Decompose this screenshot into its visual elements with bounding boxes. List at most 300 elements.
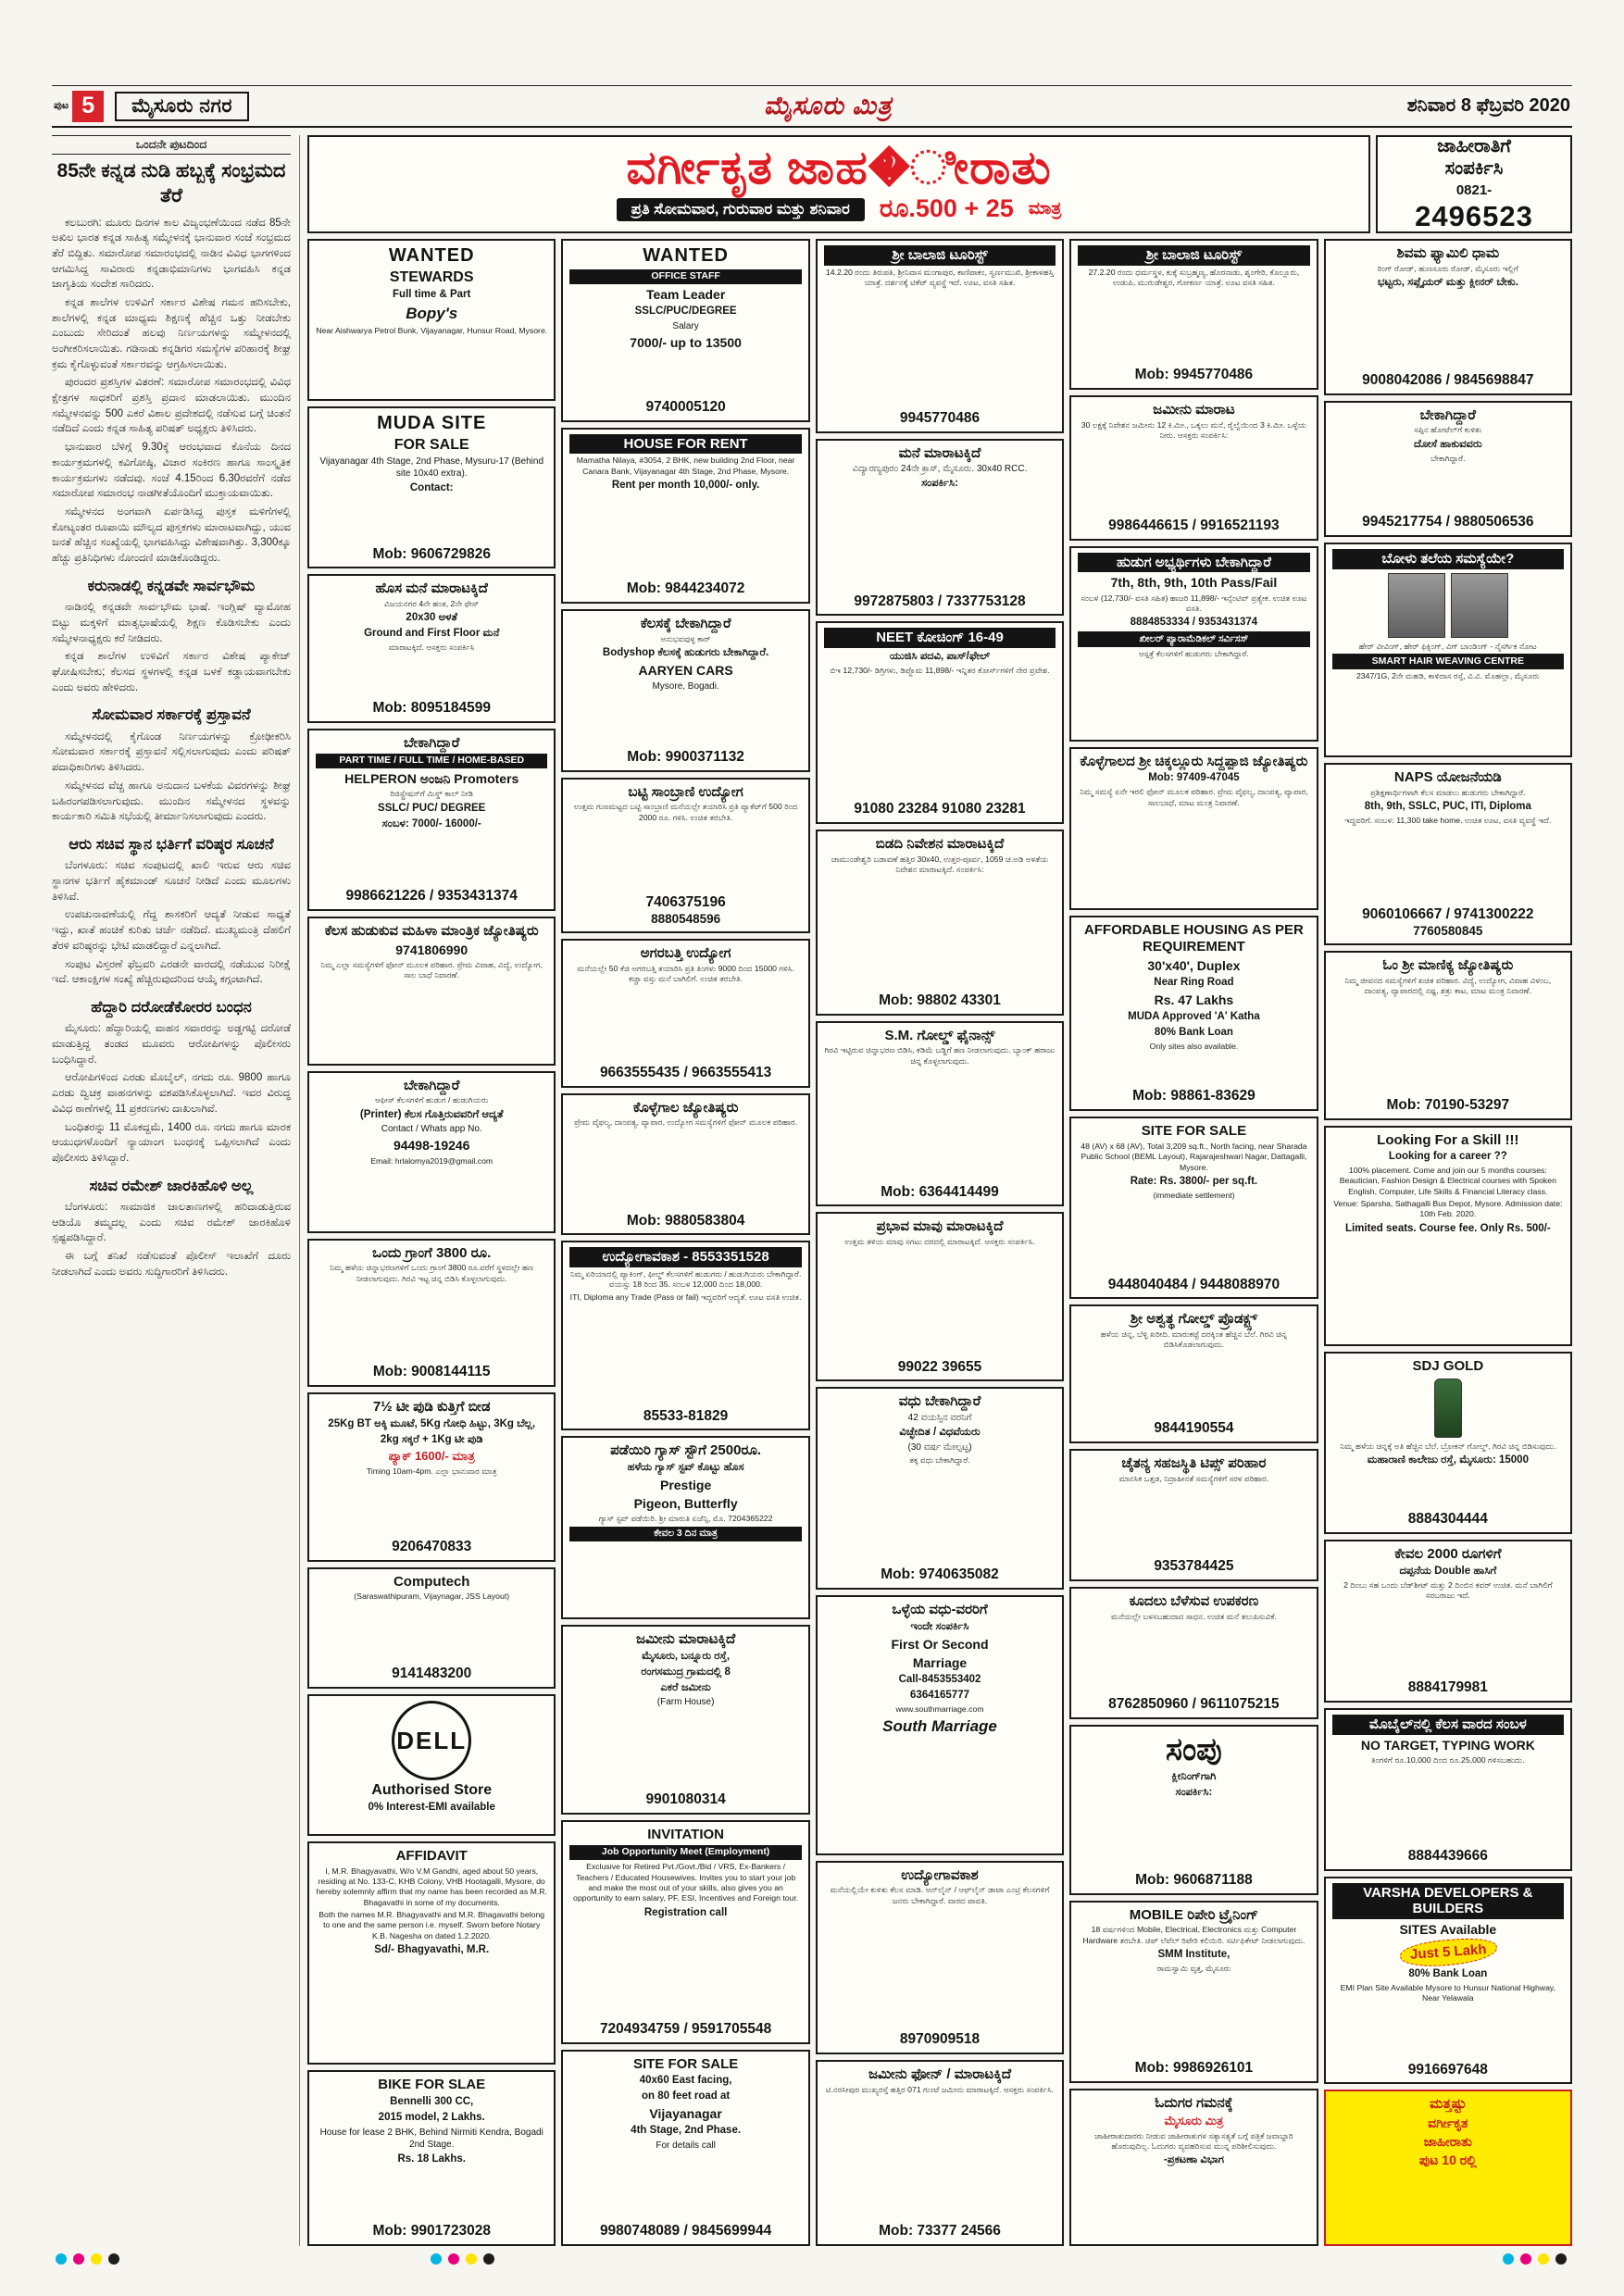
- ad-line: SMM Institute,: [1157, 1949, 1230, 1961]
- ad-line: ಗ್ಯಾಸ್ ಸ್ಟವ್ ಪಡೆಯಿರಿ. ಶ್ರೀ ಮಾರುತಿ ಏಜೆನ್ಸಿ, ಮೊ. 7204365222: [598, 1514, 773, 1524]
- ad-phone: 9945770486: [899, 409, 981, 426]
- ad-line: Salary: [672, 321, 699, 332]
- ad-title: ಶ್ರೀ ಬಾಲಾಜಿ ಟೂರಿಸ್ಟ್: [1078, 245, 1309, 266]
- ad-line: ರಿಜಿಸ್ಟ್ರೇಷನ್‌ಗೆ ಮಿಸ್ಡ್ ಕಾಲ್ ನೀಡಿ: [390, 789, 473, 799]
- ad-line: SSLC/ PUC/ DEGREE: [378, 802, 486, 814]
- ad-line: ITI, Diploma any Trade (Pass or fail) ಇದ್ದವರಿಗೆ ಆದ್ಯತೆ. ಊಟ ವಸತಿ ಉಚಿತ.: [569, 1292, 802, 1302]
- ad-title: SDJ GOLD: [1412, 1358, 1484, 1375]
- ad-title: ಶಿವಮ ಫ್ಯಾಮಿಲಿ ಧಾಮ: [1396, 245, 1500, 261]
- ad-phone: Mob: 98802 43301: [879, 992, 1001, 1008]
- article-paragraph: ಸಮ್ಮೇಳನದ ವೆಚ್ಚ ಹಾಗೂ ಅನುದಾನ ಬಳಕೆಯ ವಿವರಗಳನ್ನು ಶೀಘ್ರ ಬಹಿರಂಗಪಡಿಸಲಾಗುವುದು. ಮುಂದಿನ ಸಮ್ಮೇಳನದ ಸ್ಥಳವನ್ನು ಕಾರ್ಯಕಾರಿ ಸಮಿತಿ ಸಭೆಯಲ್ಲಿ ತೀರ್ಮಾನಿಸಲಾಗುವುದು ಎಂದರು.: [52, 780, 291, 823]
- ad-line: ವಿಚ್ಛೇದಿತ / ವಿಧವೆಯರು: [899, 1427, 981, 1439]
- ad-line: 18 ವರ್ಷಗಳಿಂದ Mobile, Electrical, Electronics ಮತ್ತು Computer Hardware ತರಬೇತಿ. ಚಿಪ್ ಲೆವೆಲ್ ರಿಪೇರಿ ಕಲಿಯಿರಿ. ಸರ್ಟಿಫಿಕೇಟ್ ನೀಡಲಾಗುವುದು.: [1082, 1925, 1305, 1945]
- ad-sm-gold-finance: [816, 1021, 1064, 1207]
- ad-line: Both the names M.R. Bhagyavathi and M.R. Bhagavathi belong to one and the same person i.e. myself. Sworn before Notary K.B. Nagesha on dated 1.2.2020.: [319, 1910, 545, 1940]
- ad-line: Near Aishwarya Petrol Bunk, Vijayanagar, Hunsur Road, Mysore.: [316, 326, 548, 336]
- ad-line: SITES Available: [1399, 1921, 1497, 1937]
- ad-phone: 9901080314: [645, 1791, 726, 1808]
- ad-dosa-maker-wanted: [1324, 401, 1572, 538]
- article-subhead: ಸೋಮವಾರ ಸರ್ಕಾರಕ್ಕೆ ಪ್ರಸ್ತಾವನೆ: [92, 706, 251, 724]
- ad-pass-fail-candidates: [1069, 546, 1318, 742]
- ad-line: ಹೇರ್ ವೀವಿಂಗ್, ಹೇರ್ ಫಿಕ್ಸಿಂಗ್, ವಿಗ್ ಬಾಂಡಿಂಗ್ - ನೈಸರ್ಗಿಕ ನೋಟ: [1358, 641, 1537, 651]
- article-paragraph: ಪುರಂದರ ಪ್ರಶಸ್ತಿಗಳ ವಿತರಣೆ: ಸಮಾರೋಪ ಸಮಾರಂಭದಲ್ಲಿ ವಿವಿಧ ಕ್ಷೇತ್ರಗಳ ಸಾಧಕರಿಗೆ ಪ್ರಶಸ್ತಿ ಪ್ರದಾನ ಮಾಡಲಾಯಿತು. ಮುಂದಿನ ಸಮ್ಮೇಳನವನ್ನು 500 ಎಕರೆ ವಿಶಾಲ ಪ್ರದೇಶದಲ್ಲಿ ನಡೆಸುವ ಬಗ್ಗೆ ಚಿಂತನೆ ನಡೆದಿದೆ ಎಂದು ಕನ್ನಡ ಸಾಹಿತ್ಯ ಪರಿಷತ್ ಅಧ್ಯಕ್ಷರು ತಿಳಿಸಿದರು.: [52, 377, 291, 435]
- ad-line: Bodyshop ಕೆಲಸಕ್ಕೆ ಹುಡುಗರು ಬೇಕಾಗಿದ್ದಾರೆ.: [602, 646, 769, 658]
- ad-phone: Mob: 73377 24566: [879, 2223, 1001, 2240]
- ad-title: ಕೊಳ್ಳೆಗಾಲದ ಶ್ರೀ ಚಿಕ್ಕಲ್ಲೂರು ಸಿದ್ದಪ್ಪಾಜಿ ಜ್ಯೋತಿಷ್ಯರು: [1080, 753, 1308, 769]
- ad-line: Contact:: [409, 482, 454, 494]
- ads-column-5: [1324, 239, 1572, 2246]
- ad-phone: 9060106667 / 9741300222: [1362, 906, 1534, 923]
- ad-photo-row: [1388, 573, 1508, 638]
- article-paragraph: ಕಲಬುರಗಿ: ಮೂರು ದಿನಗಳ ಕಾಲ ವಿಜೃಂಭಣೆಯಿಂದ ನಡೆದ 85ನೇ ಅಖಿಲ ಭಾರತ ಕನ್ನಡ ಸಾಹಿತ್ಯ ಸಮ್ಮೇಳನಕ್ಕೆ ಭಾನುವಾರ ಸಂಜೆ ಸಂಭ್ರಮದ ತೆರೆ ಬಿದ್ದಿತು. ಸಮಾರೋಪ ಸಮಾರಂಭದಲ್ಲಿ ನಾಡಿನ ವಿವಿಧ ಭಾಗಗಳಿಂದ ಆಗಮಿಸಿದ್ದ ಸಾವಿರಾರು ಕನ್ನಡಾಭಿಮಾನಿಗಳು ಭಾಗವಹಿಸಿ ಕನ್ನಡ ಜಾಗೃತಿಯ ಸಂದೇಶ ಸಾರಿದರು.: [52, 217, 291, 291]
- ad-invitation-job-meet: [561, 1820, 809, 2044]
- page-number-group: [54, 91, 104, 122]
- ad-title: ಬಟ್ಟಿ ಸಾಂಬ್ರಾಣಿ ಉದ್ಯೋಗ: [628, 783, 743, 800]
- ad-line: 42 ವಯಸ್ಸಿನ ವರನಿಗೆ: [907, 1413, 972, 1424]
- ad-line: Mamatha Nilaya, #3054, 2 BHK, new building 2nd Floor, near Canara Bank, Vijayanagar 4th Stage, 2nd Phase, Mysore.: [576, 455, 795, 476]
- ad-gas-stove-exchange: [561, 1436, 809, 1619]
- ad-line: MUDA Approved 'A' Katha: [1128, 1011, 1260, 1023]
- ad-astrologer-9741806990: [307, 917, 556, 1066]
- ad-title: ಒಂದು ಗ್ರಾಂಗೆ 3800 ರೂ.: [372, 1244, 492, 1261]
- ad-line: ನಿಮ್ಮ ಸಮಸ್ಯೆ ಏನೇ ಇರಲಿ ಫೋನ್ ಮೂಲಕ ಪರಿಹಾರ. ಪ್ರೇಮ ವೈಫಲ್ಯ, ದಾಂಪತ್ಯ, ವ್ಯಾಪಾರ, ಸಾಲಬಾಧೆ, ಮಾಟ ಮಂತ್ರ ನಿವಾರಣೆ.: [1080, 787, 1308, 807]
- ad-line: ಸಂಪರ್ಕಿಸಿ:: [1175, 1787, 1213, 1799]
- ad-line: ಸಪ್ಪಿನ ಹೋಟೆಲ್‌ಗೆ ಕುಳಿತು: [1414, 425, 1482, 435]
- ad-line: (immediate settlement): [1153, 1190, 1235, 1200]
- ad-phone: Mob: 9844234072: [626, 580, 745, 597]
- ad-agarbatti-work: [561, 939, 809, 1088]
- ad-phone: Mob: 9008144115: [372, 1364, 491, 1380]
- ad-line: ಮೈಸೂರು ಮಿತ್ರ: [1164, 2113, 1224, 2128]
- ad-line: ಸಂಬಳ: 7000/- 16000/-: [381, 817, 481, 830]
- ad-smart-hair-weaving: [1324, 543, 1572, 757]
- ad-phone: Mob: 9880583804: [626, 1212, 745, 1229]
- ad-line: Limited seats. Course fee. Only Rs. 500/-: [1344, 1222, 1551, 1234]
- ad-phone: 7204934759 / 9591705548: [599, 2020, 772, 2037]
- ad-title: ಬೇಕಾಗಿದ್ದಾರೆ: [1419, 406, 1476, 423]
- ad-aaryen-cars: [561, 609, 809, 772]
- ad-line: 2 ದಿಂಬು ಸಹ ಒಂದು ಬೆಡ್‌ಶೀಟ್ ಮತ್ತು 2 ದಿಂಬಿನ ಕವರ್ ಉಚಿತ. ಮನೆ ಬಾಗಿಲಿಗೆ ಸರಬರಾಜು ಇದೆ.: [1343, 1579, 1553, 1601]
- ad-naps-scheme: [1324, 763, 1572, 945]
- ad-line: ಆಸ್ಪತ್ರೆ ಕೆಲಸಗಳಿಗೆ ಹುಡುಗರು ಬೇಕಾಗಿದ್ದಾರೆ.: [1139, 648, 1249, 658]
- contact-std-code: 0821-: [1455, 181, 1493, 198]
- continued-from-kicker: ಒಂದನೇ ಪುಟದಿಂದ: [52, 135, 291, 155]
- ad-phone: 9740005120: [645, 398, 726, 415]
- ad-line: 2kg ಸಕ್ಕರೆ + 1Kg ಟೀ ಪುಡಿ: [380, 1433, 483, 1445]
- ad-om-shri-jyothishya: [1324, 951, 1572, 1120]
- ad-title: 7½ ಟೀ ಪುಡಿ ಕುತ್ತಿಗೆ ಬೀಡ: [372, 1399, 491, 1416]
- ad-line: Mob: 97409-47045: [1148, 772, 1240, 784]
- ad-phone: Mob: 9606729826: [372, 545, 491, 562]
- ad-subtitle: STEWARDS: [389, 268, 474, 285]
- article-subhead: ಹೆದ್ದಾರಿ ದರೋಡೆಕೋರರ ಬಂಧನ: [91, 998, 252, 1016]
- article-paragraph: ಆರೋಪಿಗಳಿಂದ ಎರಡು ಮೊಬೈಲ್, ನಗದು ರೂ. 9800 ಹಾಗೂ ಎರಡು ದ್ವಿಚಕ್ರ ವಾಹನಗಳನ್ನು ವಶಪಡಿಸಿಕೊಳ್ಳಲಾಗಿದೆ. ಇವರ ವಿರುದ್ಧ ವಿವಿಧ ಠಾಣೆಗಳಲ್ಲಿ 11 ಪ್ರಕರಣಗಳು ದಾಖಲಾಗಿವೆ.: [52, 1072, 291, 1115]
- ad-line: Prestige: [659, 1477, 712, 1492]
- ad-line: Ground and First Floor ಮನೆ: [364, 628, 500, 640]
- ad-line: ಕ್ಲೀನಿಂಗ್‌ಗಾಗಿ: [1171, 1771, 1217, 1783]
- article-paragraph: ಉಪಚುನಾವಣೆಯಲ್ಲಿ ಗೆದ್ದ ಶಾಸಕರಿಗೆ ಆದ್ಯತೆ ನೀಡುವ ಸಾಧ್ಯತೆ ಇದ್ದು, ಖಾತೆ ಹಂಚಿಕೆ ಕುರಿತು ಚರ್ಚೆ ನಡೆದಿದೆ. ಮುಖ್ಯಮಂತ್ರಿ ದೆಹಲಿಗೆ ತೆರಳಿ ವರಿಷ್ಠರನ್ನು ಭೇಟಿ ಮಾಡಲಿದ್ದಾರೆ ಎನ್ನಲಾಗಿದೆ.: [52, 909, 291, 952]
- ad-sampu-cleaning: [1069, 1725, 1318, 1895]
- article-paragraph: ಈ ಬಗ್ಗೆ ತನಿಖೆ ನಡೆಸುವಂತೆ ಪೊಲೀಸ್ ಇಲಾಖೆಗೆ ದೂರು ನೀಡಲಾಗಿದೆ ಎಂದು ಅವರು ಸುದ್ದಿಗಾರರಿಗೆ ತಿಳಿಸಿದರು.: [52, 1251, 291, 1278]
- ad-title: ಮತ್ತಷ್ಟು: [1430, 2096, 1467, 2113]
- ad-title: MOBILE ರಿಪೇರಿ ಟ್ರೈನಿಂಗ್: [1129, 1906, 1259, 1923]
- ad-line: 20x30 ಅಳತೆ: [406, 612, 457, 624]
- ad-line: (Farm House): [656, 1697, 715, 1708]
- ad-title: Computech: [393, 1573, 470, 1590]
- ad-computech: [307, 1567, 556, 1689]
- ad-bride-wanted: [816, 1387, 1064, 1590]
- ad-line: AARYEN CARS: [638, 662, 733, 678]
- ad-title: HOUSE FOR RENT: [569, 434, 801, 455]
- ad-new-house-sale: [307, 574, 556, 723]
- ad-line: ಅನುಭವವುಳ್ಳ ಕಾರ್: [660, 633, 711, 643]
- ad-line: ಉತ್ತಮ ಗುಣಮಟ್ಟದ ಬಟ್ಟಿ ಸಾಂಬ್ರಾಣಿ ಮನೆಯಲ್ಲೇ ತಯಾರಿಸಿ ಪ್ರತಿ ಪ್ಯಾಕೆಟ್‌ಗೆ 500 ರಿಂದ 2000 ರೂ. ಗಳಿಸಿ. ಉಚಿತ ತರಬೇತಿ.: [573, 802, 798, 822]
- ad-line: Rent per month 10,000/- only.: [611, 479, 760, 491]
- ad-line: 80% Bank Loan: [1408, 1967, 1488, 1979]
- ad-line: 0% Interest-EMI available: [368, 1802, 495, 1814]
- ad-line: 30'x40', Duplex: [1147, 957, 1241, 973]
- ad-line: -ಪ್ರಕಟಣಾ ವಿಭಾಗ: [1163, 2154, 1224, 2166]
- ad-line: Full time & Part: [393, 288, 471, 300]
- ad-line: House for lease 2 BHK, Behind Nirmiti Kendra, Bogadi 2nd Stage.: [319, 2127, 543, 2150]
- ad-line: ಇದ್ದವರಿಗೆ. ಸಂಬಳ: 11,300 take home. ಉಚಿತ ಊಟ, ವಸತಿ ವ್ಯವಸ್ಥೆ ಇದೆ.: [1344, 816, 1552, 826]
- ad-line: Marriage: [912, 1654, 968, 1670]
- ad-title: ಕೂದಲು ಬೆಳೆಸುವ ಉಪಕರಣ: [1129, 1593, 1259, 1610]
- ad-phone: Mob: 9606871188: [1135, 1871, 1253, 1888]
- ad-line: Rs. 18 Lakhs.: [397, 2152, 466, 2165]
- ad-line: 94498-19246: [393, 1138, 470, 1154]
- ad-phone-secondary: 7760580845: [1413, 923, 1483, 938]
- ad-line: EMI Plan Site Available Mysore to Hunsur National Highway, Near Yelawala: [1340, 1982, 1556, 2003]
- ad-line: ತಿಂಗಳಿಗೆ ರೂ.10,000 ದಿಂದ ರೂ.25,000 ಗಳಿಸಬಹುದು.: [1371, 1754, 1525, 1765]
- ad-phone: 9986446615 / 9916521193: [1108, 517, 1280, 533]
- ad-line: ನಿಮ್ಮ ಎಲ್ಲಾ ಸಮಸ್ಯೆಗಳಿಗೆ ಫೋನ್ ಮೂಲಕ ಪರಿಹಾರ. ಪ್ರೇಮ ವಿವಾಹ, ವಿದ್ಯೆ, ಉದ್ಯೋಗ, ಸಾಲ ಬಾಧೆ ನಿವಾರಣೆ.: [320, 959, 543, 980]
- ad-wanted-office-staff: [561, 239, 809, 422]
- classifieds-banner: [307, 135, 1370, 233]
- ad-line: 2015 model, 2 Lakhs.: [378, 2111, 485, 2123]
- ad-line: Rate: Rs. 3800/- per sq.ft.: [1130, 1175, 1258, 1187]
- ad-bike-for-slae: [307, 2070, 556, 2246]
- ad-double-bed-2000: [1324, 1540, 1572, 1703]
- ad-line: ಹಳೆಯ ಚಿನ್ನ, ಬೆಳ್ಳಿ ಖರೀದಿ. ಮಾರುಕಟ್ಟೆ ದರಕ್ಕಿಂತ ಹೆಚ್ಚಿನ ಬೆಲೆ. ಗಿರವಿ ಚಿನ್ನ ಬಿಡಿಸಿಕೊಡಲಾಗುವುದು.: [1100, 1329, 1288, 1350]
- ads-column-3: [816, 239, 1064, 2246]
- ad-muda-site: [307, 406, 556, 568]
- ad-line: ಸಂಪರ್ಕಿಸಿ:: [921, 478, 958, 490]
- classifieds-banner-row: [307, 135, 1572, 233]
- ad-phone: Mob: 8095184599: [372, 700, 491, 717]
- ad-line: 8th, 9th, SSLC, PUC, ITI, Diploma: [1364, 801, 1531, 813]
- ad-line: Vijayanagar 4th Stage, 2nd Phase, Mysuru-17 (Behind site 10x40 extra).: [319, 456, 544, 480]
- ad-site-dattagalli: [1069, 1117, 1318, 1299]
- ad-line: HELPERON ಅಂಜನಿ Promoters: [344, 771, 519, 787]
- ad-phone: 9916697648: [1407, 2061, 1488, 2078]
- ad-phone: Mob: 98861-83629: [1132, 1088, 1255, 1104]
- ad-looking-for-skill: [1324, 1126, 1572, 1347]
- ad-title: AFFORDABLE HOUSING AS PER REQUIREMENT: [1083, 922, 1304, 955]
- ad-gold-3800: [307, 1239, 556, 1388]
- ad-line: Bennelli 300 CC,: [390, 2095, 474, 2107]
- ad-line: 80% Bank Loan: [1154, 1027, 1233, 1039]
- registration-dot: [108, 2253, 119, 2265]
- ad-line: www.southmarriage.com: [895, 1703, 984, 1714]
- classifieds-only-label: ಮಾತ್ರ: [1028, 199, 1062, 218]
- ad-line: PART TIME / FULL TIME / HOME-BASED: [316, 754, 547, 769]
- ad-south-marriage: [816, 1595, 1064, 1855]
- ad-line: 100% placement. Come and join our 5 months courses: Beautician, Fashion Design & Electrical courses with Spoken English, Computer, Life Skills & Financial Literacy class.: [1339, 1166, 1556, 1196]
- ad-line: ಬೇಕಾಗಿದ್ದಾರೆ.: [1430, 453, 1466, 463]
- article-paragraph: ಸಂಪುಟ ವಿಸ್ತರಣೆ ಫೆಬ್ರವರಿ ಎರಡನೇ ವಾರದಲ್ಲಿ ನಡೆಯುವ ನಿರೀಕ್ಷೆ ಇದೆ. ಆಕಾಂಕ್ಷಿಗಳ ಸಂಖ್ಯೆ ಹೆಚ್ಚಿರುವುದರಿಂದ ಆಯ್ಕೆ ಕಗ್ಗಂಟಾಗಿದೆ.: [52, 958, 291, 986]
- ad-title: INVITATION: [647, 1826, 724, 1842]
- registration-dots-right: [1503, 2253, 1567, 2265]
- ad-photo-row: [1434, 1379, 1462, 1438]
- ad-line: ಪುಟ 10 ರಲ್ಲಿ: [1418, 2152, 1477, 2168]
- ad-title: ಮನೆ ಮಾರಾಟಕ್ಕಿದೆ: [898, 444, 981, 461]
- ad-title: ಹುಡುಗ ಅಭ್ಯರ್ಥಿಗಳು ಬೇಕಾಗಿದ್ದಾರೆ: [1078, 553, 1309, 573]
- ad-line: ಟಿ.ನರಸೀಪುರ ಮುಖ್ಯರಸ್ತೆ ಹತ್ತಿರ 071 ಗುಂಟೆ ಜಮೀನು ಮಾರಾಟಕ್ಕಿದೆ. ಆಸಕ್ತರು ಸಂಪರ್ಕಿಸಿ.: [825, 2084, 1055, 2094]
- ad-title: VARSHA DEVELOPERS & BUILDERS: [1332, 1883, 1564, 1919]
- ad-title: ಕೇವಲ 2000 ರೂಗಳಿಗೆ: [1394, 1546, 1502, 1563]
- ad-line: ಖೀಲರ್ ಪ್ಯಾರಾಮೆಡಿಕಲ್ ಸರ್ವಿಸಸ್: [1078, 631, 1309, 647]
- ad-line: SSLC/PUC/DEGREE: [634, 306, 737, 318]
- ad-line: ಬಿಇ 12,730/- ಡಿಗ್ರಿಗಳು, ಡಿಪ್ಲೊಮ 11,898/- ಇನ್ನಿತರ ಕೋರ್ಸ್‌ಗಳಿಗೆ ನೇರ ಪ್ರವೇಶ.: [830, 666, 1050, 676]
- ad-helperon: [307, 729, 556, 911]
- masthead: ಮೈಸೂರು ಮಿತ್ರ: [763, 91, 893, 119]
- ad-line: 27.2.20 ರಂದು ಧರ್ಮಸ್ಥಳ, ಕುಕ್ಕೆ ಸುಬ್ರಹ್ಮಣ್ಯ, ಹೊರನಾಡು, ಶೃಂಗೇರಿ, ಕೊಲ್ಲೂರು, ಉಡುಪಿ, ಮುರುಡೇಶ್ವರ, ಗೋಕರ್ಣ ಯಾತ್ರೆ. ಊಟ ವಸತಿ ಸಹಿತ.: [1088, 267, 1300, 287]
- ad-line: 9741806990: [395, 942, 468, 957]
- ad-phone: 8884304444: [1407, 1511, 1488, 1528]
- ad-mobile-training: [1069, 1901, 1318, 2083]
- ad-line: ಇಂದೇ ಸಂಪರ್ಕಿಸಿ: [910, 1620, 969, 1632]
- contact-label-2: ಸಂಪರ್ಕಿಸಿ: [1444, 157, 1504, 179]
- ad-title: WANTED: [643, 245, 729, 266]
- ad-site-40x60: [561, 2050, 809, 2246]
- article-headline: 85ನೇ ಕನ್ನಡ ನುಡಿ ಹಬ್ಬಕ್ಕೆ ಸಂಭ್ರಮದ ತೆರೆ: [56, 160, 286, 206]
- ad-title: BIKE FOR SLAE: [378, 2077, 486, 2093]
- ad-phone: 9986621226 / 9353431374: [345, 888, 518, 905]
- page-header: [52, 85, 1572, 128]
- ad-phone: 85533-81829: [643, 1407, 729, 1424]
- ad-title: ಕೆಲಸ ಹುಡುಕುವ ಮಹಿಳಾ ಮಾಂತ್ರಿಕ ಜ್ಯೋತಿಷ್ಯರು: [324, 923, 539, 939]
- ad-line: ನಿಮ್ಮ ಹಳೆಯ ಚಿನ್ನಾಭರಣಗಳಿಗೆ ಒಂದು ಗ್ರಾಂಗೆ 3800 ರೂ.ವರೆಗೆ ಸ್ಥಳದಲ್ಲೇ ಹಣ ನೀಡಲಾಗುವುದು. ಗಿರವಿ ಇಟ್ಟ ಚಿನ್ನ ಬಿಡಿಸಿ ಕೊಳ್ಳಲಾಗುವುದು.: [330, 1263, 534, 1283]
- ad-udyogavakasha-8970: [816, 1861, 1064, 2055]
- contact-phone: 2496523: [1415, 199, 1533, 232]
- ad-land-phone-sale: [816, 2060, 1064, 2246]
- ad-line: Just 5 Lakh: [1399, 1936, 1497, 1968]
- ad-title: ಬೋಳು ತಲೆಯ ಸಮಸ್ಯೆಯೇ?: [1332, 549, 1564, 569]
- ad-hair-equipment: [1069, 1587, 1318, 1719]
- article-paragraph: ಸಮ್ಮೇಳನದ ಅಂಗವಾಗಿ ಏರ್ಪಡಿಸಿದ್ದ ಪುಸ್ತಕ ಮಳಿಗೆಗಳಲ್ಲಿ ಕೋಟ್ಯಂತರ ರೂಪಾಯಿ ಮೌಲ್ಯದ ಪುಸ್ತಕಗಳು ಮಾರಾಟವಾಗಿದ್ದು, ಯುವ ಜನತೆ ಹೆಚ್ಚಿನ ಸಂಖ್ಯೆಯಲ್ಲಿ ಭಾಗವಹಿಸಿದ್ದು ವಿಶೇಷವಾಗಿತ್ತು. 3,300ಕ್ಕೂ ಹೆಚ್ಚು ಪ್ರತಿನಿಧಿಗಳು ನೋಂದಣಿ ಮಾಡಿಕೊಂಡಿದ್ದರು.: [52, 505, 291, 564]
- ad-line: ಸಂಬಳ (12,730/- ವಸತಿ ಸಹಿತ) ಹಾಜರಿ 11,898/- ಇನ್ಸೆಂಟಿವ್ ಪ್ರತ್ಯೇಕ. ಉಚಿತ ಊಟ ವಸತಿ.: [1081, 593, 1307, 613]
- ad-line: (Saraswathipuram, Vijaynagar, JSS Layout): [354, 1591, 510, 1602]
- ads-grid: [307, 239, 1572, 2246]
- registration-dots-left: [56, 2253, 119, 2265]
- ad-line: Pigeon, Butterfly: [633, 1496, 738, 1512]
- ad-line: For details call: [656, 2140, 716, 2152]
- ad-phone: 9353784425: [1154, 1558, 1234, 1575]
- ad-title: NEET ಕೋಚಿಂಗ್ 16-49: [824, 628, 1056, 648]
- ad-title: ಪ್ರಭಾವ ಮಾವು ಮಾರಾಟಕ್ಕಿದೆ: [876, 1218, 1004, 1235]
- ad-photo: [1451, 573, 1508, 638]
- ad-phone: 8884439666: [1407, 1847, 1488, 1864]
- news-body: [52, 159, 291, 1280]
- ad-phone: 9206470833: [392, 1538, 472, 1554]
- ad-title: ಉದ್ಯೋಗಾವಕಾಶ - 8553351528: [569, 1247, 801, 1267]
- article-paragraph: ಮೈಸೂರು: ಹೆದ್ದಾರಿಯಲ್ಲಿ ವಾಹನ ಸವಾರರನ್ನು ಅಡ್ಡಗಟ್ಟಿ ದರೋಡೆ ಮಾಡುತ್ತಿದ್ದ ತಂಡದ ಮೂವರು ಆರೋಪಿಗಳನ್ನು ಪೊಲೀಸರು ಬಂಧಿಸಿದ್ದಾರೆ.: [52, 1023, 291, 1066]
- page-main: [52, 135, 1572, 2246]
- article-paragraph: ಬೆಂಗಳೂರು: ಸಾಮಾಜಿಕ ಜಾಲತಾಣಗಳಲ್ಲಿ ಹರಿದಾಡುತ್ತಿರುವ ಆಡಿಯೊ ತಮ್ಮದಲ್ಲ ಎಂದು ಸಚಿವ ರಮೇಶ್ ಜಾರಕಿಹೊಳಿ ಸ್ಪಷ್ಟಪಡಿಸಿದ್ದಾರೆ.: [52, 1202, 291, 1244]
- ad-line: 4th Stage, 2nd Phase.: [631, 2125, 742, 2137]
- ad-udyogavakasha-8553: [561, 1241, 809, 1430]
- ad-line: Exclusive for Retired Pvt./Govt./Bid / VRS, Ex-Bankers / Teachers / Educated Housewives. Invites you to start your job and make the most out of your skills, also gives you an opportunity to earn salary, PF, ESI, Incentives and Foreign tour.: [573, 1862, 799, 1903]
- ad-line: NO TARGET, TYPING WORK: [1360, 1737, 1535, 1753]
- ad-line: Contact / Whats app No.: [381, 1124, 482, 1135]
- ad-wanted-stewards: [307, 239, 556, 401]
- ad-line: SMART HAIR WEAVING CENTRE: [1332, 654, 1564, 669]
- ad-office-printer: [307, 1071, 556, 1233]
- ad-title: ವಧು ಬೇಕಾಗಿದ್ದಾರೆ: [898, 1393, 981, 1410]
- ad-line: ಮನೆಯಲ್ಲಿಯೇ ಕುಳಿತು ಕೆಲಸ ಮಾಡಿ. ಆನ್‌ಲೈನ್ / ಆಫ್‌ಲೈನ್ ಡಾಟಾ ಎಂಟ್ರಿ ಕೆಲಸಗಳಿಗೆ ಜನರು ಬೇಕಾಗಿದ್ದಾರೆ. ವಾರದ ಪಾವತಿ.: [830, 1885, 1050, 1905]
- page-number-label: ಪುಟ: [54, 100, 69, 111]
- ad-phone: 9980748089 / 9845699944: [599, 2223, 772, 2240]
- ad-line: ಜಾಹೀರಾತುದಾರರು ನೀಡುವ ಜಾಹೀರಾತುಗಳ ಸತ್ಯಾಸತ್ಯತೆ ಬಗ್ಗೆ ಪತ್ರಿಕೆ ಜವಾಬ್ದಾರಿ ಹೊರುವುದಿಲ್ಲ. ಓದುಗರು ವ್ಯವಹರಿಸುವ ಮುನ್ನ ಪರಿಶೀಲಿಸುವುದು.: [1094, 2130, 1293, 2151]
- ad-title: WANTED: [388, 245, 475, 266]
- ad-mango-sale: [816, 1212, 1064, 1381]
- ad-line: Timing 10am-4pm. ಎಲ್ಲಾ ಭಾನುವಾರ ಮಾತ್ರ: [366, 1466, 497, 1476]
- ad-line: 25Kg BT ಅಕ್ಕಿ ಮೂಟೆ, 5Kg ಗೋಧಿ ಹಿಟ್ಟು, 3Kg ಬೆಲ್ಲ,: [328, 1417, 536, 1429]
- ad-title: ಹೊಸ ಮನೆ ಮಾರಾಟಕ್ಕಿದೆ: [375, 580, 488, 597]
- ad-line: Rs. 47 Lakhs: [1154, 992, 1234, 1007]
- ad-line: ನಿಮ್ಮ ಹಳೆಯ ಚಿನ್ನಕ್ಕೆ ಅತಿ ಹೆಚ್ಚಿನ ಬೆಲೆ. ಬ್ರೋಕನ್ ಗೋಲ್ಡ್, ಗಿರವಿ ಚಿನ್ನ ಬಿಡಿಸುವುದು.: [1340, 1441, 1556, 1452]
- ad-title: S.M. ಗೋಲ್ಡ್ ಫೈನಾನ್ಸ್: [884, 1027, 995, 1043]
- ad-line: ವರ್ಗೀಕೃತ: [1428, 2115, 1468, 2131]
- ad-affordable-housing: [1069, 916, 1318, 1111]
- ad-title: ಬಿಡದಿ ನಿವೇಶನ ಮಾರಾಟಕ್ಕಿದೆ: [875, 835, 1005, 852]
- ad-farm-land-sale: [561, 1625, 809, 1815]
- ad-line: ಜಾಹೀರಾತು: [1423, 2134, 1472, 2150]
- registration-dot: [448, 2253, 459, 2265]
- ad-house-for-rent: [561, 428, 809, 604]
- registration-dot: [1503, 2253, 1514, 2265]
- ad-line: ಪ್ರೇಮ ವೈಫಲ್ಯ, ದಾಂಪತ್ಯ, ವ್ಯಾಪಾರ, ಉದ್ಯೋಗ ಸಮಸ್ಯೆಗಳಿಗೆ ಫೋನ್ ಮೂಲಕ ಪರಿಹಾರ.: [574, 1117, 797, 1128]
- ad-mobile-typing-work: [1324, 1708, 1572, 1871]
- article-paragraph: ನಾಡಿನಲ್ಲಿ ಕನ್ನಡವೇ ಸಾರ್ವಭೌಮ ಭಾಷೆ. ಇಂಗ್ಲಿಷ್ ವ್ಯಾಮೋಹ ಬಿಟ್ಟು ಮಕ್ಕಳಿಗೆ ಮಾತೃಭಾಷೆಯಲ್ಲಿ ಶಿಕ್ಷಣ ಕೊಡಿಸಬೇಕು ಎಂದು ಸಮ್ಮೇಳನಾಧ್ಯಕ್ಷರು ಕರೆ ನೀಡಿದರು.: [52, 602, 291, 644]
- article-paragraph: ಬೆಂಗಳೂರು: ಸಚಿವ ಸಂಪುಟದಲ್ಲಿ ಖಾಲಿ ಇರುವ ಆರು ಸಚಿವ ಸ್ಥಾನಗಳ ಭರ್ತಿಗೆ ಹೈಕಮಾಂಡ್ ಸೂಚನೆ ನೀಡಿದೆ ಎಂದು ಮೂಲಗಳು ತಿಳಿಸಿವೆ.: [52, 860, 291, 903]
- ad-ashwatha-gold: [1069, 1304, 1318, 1443]
- ad-title: ಪಡೆಯಿರಿ ಗ್ಯಾಸ್ ಸ್ಟೌಗೆ 2500ರೂ.: [610, 1442, 762, 1459]
- ad-line: 48 (AV) x 68 (AV), Total 3,209 sq.ft., North facing, near Sharada Public School (BEML Layout), Rajarajeshwari Nagar, Dattagalli, Mysore.: [1081, 1141, 1307, 1172]
- ad-line: ಮನೆಯಲ್ಲೇ ಬಳಸಬಹುದಾದ ಸಾಧನ. ಉಚಿತ ಮನೆ ತಲುಪಿಸುವಿಕೆ.: [1110, 1611, 1277, 1621]
- ad-title: ಓಂ ಶ್ರೀ ಮಾಣಿಕ್ಯ ಜ್ಯೋತಿಷ್ಯರು: [1382, 956, 1514, 973]
- classifieds-banner-subline: [617, 194, 1062, 224]
- ad-phone: 99022 39655: [897, 1358, 982, 1375]
- ad-line: ಮಾರಾಟಕ್ಕಿದೆ. ಆಸಕ್ತರು ಸಂಪರ್ಕಿಸಿ: [389, 643, 475, 653]
- ad-readers-notice: [1069, 2089, 1318, 2246]
- issue-date: ಶನಿವಾರ 8 ಫೆಬ್ರವರಿ 2020: [1406, 95, 1570, 116]
- ad-title: SITE FOR SALE: [1141, 1123, 1247, 1140]
- ad-varsha-developers: [1324, 1877, 1572, 2085]
- ad-line: Job Opportunity Meet (Employment): [569, 1845, 801, 1861]
- ad-title: ಅಗರಬತ್ತಿ ಉದ್ಯೋಗ: [640, 944, 731, 961]
- ad-subtitle: FOR SALE: [394, 436, 469, 453]
- ad-phone: 9945217754 / 9880506536: [1362, 514, 1534, 530]
- ad-line: ಮನೆಯಲ್ಲೇ 50 ಕೆಜಿ ಅಗರಬತ್ತಿ ತಯಾರಿಸಿ ಪ್ರತಿ ತಿಂಗಳು 9000 ದಿಂದ 15000 ಗಳಿಸಿ. ಕಚ್ಚಾ ವಸ್ತು ಮನೆ ಬಾಗಿಲಿಗೆ. ಉಚಿತ ತರಬೇತಿ.: [577, 963, 794, 983]
- registration-dot: [1520, 2253, 1531, 2265]
- ad-line: 6364165777: [910, 1689, 969, 1701]
- ad-dell-store: [307, 1694, 556, 1836]
- ad-phone: 8970909518: [899, 2031, 981, 2048]
- ad-line: ಎಕರೆ ಜಮೀನು: [660, 1681, 711, 1693]
- ad-title: ಬೇಕಾಗಿದ್ದಾರೆ: [404, 1077, 460, 1093]
- ad-chikkalluru-jyothishya: [1069, 747, 1318, 911]
- registration-dot: [91, 2253, 102, 2265]
- ad-line: ದೋಸೆ ಹಾಕುವವರು: [1413, 438, 1482, 450]
- registration-dot: [431, 2253, 442, 2265]
- ad-line: ಪ್ರಶಿಕ್ಷಣಾರ್ಥಿಗಳಾಗಿ ಕೆಲಸ ಮಾಡಲು ಹುಡುಗರು ಬೇಕಾಗಿದ್ದಾರೆ.: [1370, 787, 1526, 797]
- article-paragraph: ಭಾನುವಾರ ಬೆಳಿಗ್ಗೆ 9.30ಕ್ಕೆ ಆರಂಭವಾದ ಕೊನೆಯ ದಿನದ ಕಾರ್ಯಕ್ರಮಗಳಲ್ಲಿ ಕವಿಗೋಷ್ಠಿ, ವಿಚಾರ ಸಂಕಿರಣ ಹಾಗೂ ಸಾಂಸ್ಕೃತಿಕ ಕಾರ್ಯಕ್ರಮಗಳು ನಡೆದವು. ಸಂಜೆ 4.15ರಿಂದ 6.30ರವರೆಗೆ ನಡೆದ ಸಮಾರೋಪ ಸಮಾರಂಭ ನಾಡಗೀತೆಯೊಂದಿಗೆ ಮುಕ್ತಾಯವಾಯಿತು.: [52, 442, 291, 500]
- ad-line: First Or Second: [891, 1636, 989, 1652]
- ad-phone: 9972875803 / 7337753128: [854, 593, 1026, 609]
- registration-dot: [56, 2253, 67, 2265]
- ad-line: 40x60 East facing,: [639, 2075, 732, 2087]
- registration-dot: [1538, 2253, 1549, 2265]
- ad-land-30-lakh: [1069, 395, 1318, 541]
- ad-grocery-offer: [307, 1392, 556, 1562]
- ad-phone: 8762850960 / 9611075215: [1108, 1696, 1280, 1713]
- ad-title: AFFIDAVIT: [395, 1848, 468, 1865]
- ad-line: ಮಹಾರಾಣಿ ಕಾಲೇಜು ರಸ್ತೆ, ಮೈಸೂರು: 15000: [1367, 1454, 1529, 1466]
- ad-phone: 9844190554: [1154, 1420, 1234, 1437]
- ad-title: ಜಮೀನು ಮಾರಾಟಕ್ಕಿದೆ: [635, 1630, 736, 1647]
- contact-label-1: ಜಾಹೀರಾತಿಗೆ: [1437, 135, 1511, 156]
- ad-subtitle: Authorised Store: [371, 1781, 493, 1798]
- ad-line: ವಿದ್ಯಾರಣ್ಯಪುರಂ 24ನೇ ಕ್ರಾಸ್, ಮೈಸೂರು. 30x40 RCC.: [852, 464, 1028, 475]
- ad-line: ಮಾನಸಿಕ ಒತ್ತಡ, ನಿದ್ರಾಹೀನತೆ ಸಮಸ್ಯೆಗಳಿಗೆ ಸರಳ ಪರಿಹಾರ.: [1118, 1473, 1269, 1483]
- ad-line: ಮೈಸೂರು, ಬನ್ನೂರು ರಸ್ತೆ,: [642, 1650, 731, 1662]
- ad-balaji-tourist-1: [816, 239, 1064, 433]
- ad-line: Registration call: [643, 1906, 728, 1918]
- ad-kollegala-jyothishya: [561, 1093, 809, 1236]
- ad-title: ಚೈತನ್ಯ ಸಹಜಸ್ಥಿತಿ ಟಿಪ್ಸ್ ಪರಿಹಾರ: [1121, 1455, 1267, 1472]
- ad-sambrani-work: [561, 778, 809, 933]
- article-paragraph: ಬಂಧಿತರನ್ನು 11 ಮೊಕದ್ದಮೆ, 1400 ರೂ. ನಗದು ಹಾಗೂ ಮಾರಕ ಆಯುಧಗಳೊಂದಿಗೆ ನ್ಯಾಯಾಂಗ ಬಂಧನಕ್ಕೆ ಒಪ್ಪಿಸಲಾಗಿದೆ ಎಂದು ಪೊಲೀಸರು ತಿಳಿಸಿದ್ದಾರೆ.: [52, 1121, 291, 1164]
- ad-line: South Marriage: [882, 1717, 997, 1736]
- ad-line: Mysore, Bogadi.: [652, 681, 719, 693]
- classifieds-days: ಪ್ರತಿ ಸೋಮವಾರ, ಗುರುವಾರ ಮತ್ತು ಶನಿವಾರ: [617, 198, 865, 221]
- ad-line: (30 ವರ್ಷ ಮೇಲ್ಪಟ್ಟ): [907, 1442, 972, 1454]
- article-paragraph: ಕನ್ನಡ ಶಾಲೆಗಳ ಉಳಿವಿಗೆ ಸರ್ಕಾರ ವಿಶೇಷ ಪ್ಯಾಕೇಜ್ ಘೋಷಿಸಬೇಕು; ಕೆಲಸದ ಸ್ಥಳಗಳಲ್ಲಿ ಕನ್ನಡ ಬಳಕೆ ಕಡ್ಡಾಯವಾಗಬೇಕು ಎಂದು ಅವರು ಹೇಳಿದರು.: [52, 651, 291, 693]
- registration-dot: [73, 2253, 84, 2265]
- page-number: 5: [72, 91, 104, 122]
- ad-line: 30 ಲಕ್ಷಕ್ಕೆ ನಿವೇಶನ ಜಮೀನು 12 ಕಿ.ಮೀ., ಒಕ್ಕಲು ಮನೆ, ರೈಲ್ವೆಯಿಂದ 3 ಕಿ.ಮೀ. ಒಳ್ಳೆಯ ನೀರು. ಆಸಕ್ತರು ಸಂಪರ್ಕಿಸಿ:: [1081, 419, 1307, 441]
- ad-phone: Mob: 9945770486: [1134, 367, 1254, 383]
- ad-line: ವಿಜಯನಗರ 4ನೇ ಹಂತ, 2ನೇ ಫೇಸ್: [384, 599, 480, 609]
- ads-column-4: [1069, 239, 1318, 2246]
- ad-balaji-tourist-2: [1069, 239, 1318, 390]
- ads-column-1: [307, 239, 556, 2246]
- advertise-contact-box: [1376, 135, 1572, 233]
- ad-line: Team Leader: [645, 287, 726, 303]
- ad-phone: 91080 23284 91080 23281: [854, 801, 1026, 817]
- ad-line: 8884853334 / 9353431374: [1130, 617, 1258, 629]
- ad-line: I, M.R. Bhagyavathi, W/o V.M Gandhi, aged about 50 years, residing at No. 133-C, KHB Colony, VHB Hootagalli, Mysore, do hereby solemnly affirm that my name has been recorded as M.R. Bhagavathi in some of my documents.: [316, 1866, 547, 1907]
- ad-line: ರಿಂಗ್ ರೋಡ್, ಹುಣಸೂರು ರೋಡ್, ಮೈಸೂರು ಇಲ್ಲಿಗೆ: [1377, 263, 1518, 273]
- ad-title: ಜಮೀನು ಮಾರಾಟ: [1153, 402, 1235, 418]
- ad-line: ರಾಮಸ್ವಾಮಿ ವೃತ್ತ, ಮೈಸೂರು: [1156, 1963, 1231, 1973]
- ad-line: ನಿಮ್ಮ ಏರಿಯಾದಲ್ಲಿ ಪ್ಯಾಕಿಂಗ್, ಫೀಲ್ಡ್ ಕೆಲಸಗಳಿಗೆ ಹುಡುಗರು / ಹುಡುಗಿಯರು ಬೇಕಾಗಿದ್ದಾರೆ. ವಯಸ್ಸು 18 ರಿಂದ 35. ಸಂಬಳ 12,000 ದಿಂದ 18,000.: [569, 1269, 802, 1290]
- ad-line: ಗಿರವಿ ಇಟ್ಟಿರುವ ಚಿನ್ನಾಭರಣ ಬಿಡಿಸಿ, ಕಡಿಮೆ ಬಡ್ಡಿಗೆ ಹಣ ನೀಡಲಾಗುವುದು. ಬ್ಯಾಂಕ್ ಹರಾಜು ಚಿನ್ನ ಕೊಳ್ಳಲಾಗುವುದು.: [824, 1045, 1056, 1066]
- ad-line: ಹಳೆಯ ಗ್ಯಾಸ್ ಸ್ಟವ್ ಕೊಟ್ಟು ಹೊಸ: [627, 1462, 744, 1473]
- ad-title: ಬೇಕಾಗಿದ್ದಾರೆ: [404, 734, 460, 751]
